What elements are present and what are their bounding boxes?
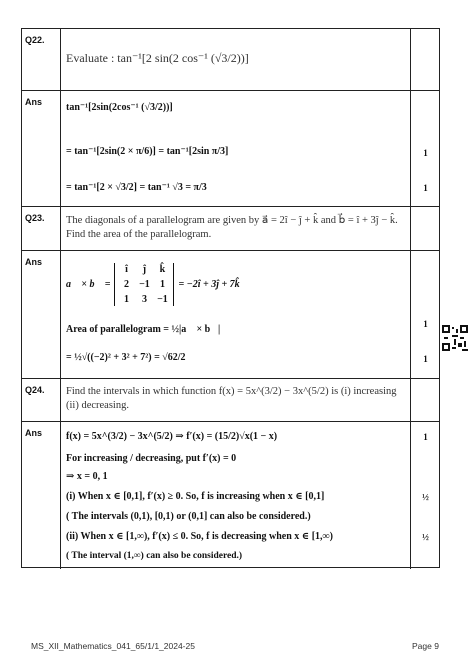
det-cell: 3 bbox=[141, 294, 147, 305]
q22-answer-label: Ans bbox=[25, 97, 43, 107]
q23-label: Q23. bbox=[25, 213, 45, 223]
det-cell: k̂ bbox=[159, 264, 166, 275]
q22-mark-1: 1 bbox=[423, 148, 428, 158]
q23-area-value: = ½√((−2)² + 3² + 7²) = √62/2 bbox=[66, 352, 186, 363]
qr-code-icon bbox=[442, 325, 468, 351]
q23-question: The diagonals of a parallelogram are given by a⃗ = 2î − ĵ + k̂ and b⃗ = î + 3ĵ − k̂. Find the area of the parallelogram. bbox=[66, 215, 398, 240]
det-cell: −1 bbox=[139, 279, 150, 290]
q24-step-6: (ii) When x ∈ [1,∞), f′(x) ≤ 0. So, f is decreasing when x ∈ [1,∞) bbox=[66, 531, 333, 542]
q22-mark-2: 1 bbox=[423, 183, 428, 193]
q22-answer-row bbox=[22, 91, 439, 207]
q24-step-2: For increasing / decreasing, put f′(x) = 0 bbox=[66, 453, 237, 464]
q24-answer-label: Ans bbox=[25, 428, 43, 438]
q23-det-result: = −2î + 3ĵ + 7k̂ bbox=[178, 279, 240, 290]
q24-answer-row bbox=[22, 422, 439, 569]
q24-label: Q24. bbox=[25, 385, 45, 395]
q24-question-row bbox=[22, 379, 439, 422]
q22-question-row bbox=[22, 29, 439, 91]
q24-step-4: (i) When x ∈ [0,1], f′(x) ≥ 0. So, f is increasing when x ∈ [0,1] bbox=[66, 491, 325, 502]
q24-step-1: f(x) = 5x^(3/2) − 3x^(5/2) ⇒ f′(x) = (15/2)√x(1 − x) bbox=[66, 431, 278, 442]
q24-question: Find the intervals in which function f(x) = 5x^(3/2) − 3x^(5/2) is (i) increasing (ii) decreasing. bbox=[66, 386, 397, 411]
q23-det-prefix: a⃗ × b⃗ = bbox=[66, 279, 111, 290]
q24-step-7: ( The interval (1,∞) can also be considered.) bbox=[66, 551, 243, 561]
det-cell: 1 bbox=[159, 279, 165, 290]
q24-step-3: ⇒ x = 0, 1 bbox=[66, 471, 108, 482]
q24-step-5: ( The intervals (0,1), [0,1) or (0,1] can also be considered.) bbox=[66, 511, 311, 522]
footer-page-number: Page 9 bbox=[412, 641, 439, 651]
det-cell: ĵ bbox=[142, 264, 147, 275]
q23-answer-label: Ans bbox=[25, 257, 43, 267]
q23-mark-2: 1 bbox=[423, 354, 428, 364]
q22-question: Evaluate : tan⁻¹[2 sin(2 cos⁻¹ (√3/2))] bbox=[66, 51, 249, 65]
q24-mark-1: 1 bbox=[423, 432, 428, 442]
det-cell: î bbox=[125, 264, 128, 275]
det-cell: 1 bbox=[123, 294, 129, 305]
q24-mark-2: ½ bbox=[422, 492, 429, 502]
q23-determinant bbox=[114, 263, 174, 306]
q22-step-3: = tan⁻¹[2 × √3/2] = tan⁻¹ √3 = π/3 bbox=[66, 182, 207, 193]
q22-label: Q22. bbox=[25, 35, 45, 45]
q23-answer-row bbox=[22, 251, 439, 379]
q23-question-row bbox=[22, 207, 439, 251]
marking-scheme-table bbox=[21, 28, 440, 568]
q22-step-1: tan⁻¹[2sin(2cos⁻¹ (√3/2))] bbox=[66, 102, 173, 113]
q22-step-2: = tan⁻¹[2sin(2 × π/6)] = tan⁻¹[2sin π/3] bbox=[66, 146, 229, 157]
q23-cross-product bbox=[66, 263, 240, 306]
q24-mark-3: ½ bbox=[422, 532, 429, 542]
det-cell: −1 bbox=[157, 294, 168, 305]
det-cell: 2 bbox=[123, 279, 129, 290]
q23-mark-1: 1 bbox=[423, 319, 428, 329]
q23-area-label: Area of parallelogram = ½|a⃗ × b⃗| bbox=[66, 324, 221, 335]
footer-left: MS_XII_Mathematics_041_65/1/1_2024-25 bbox=[31, 641, 195, 651]
